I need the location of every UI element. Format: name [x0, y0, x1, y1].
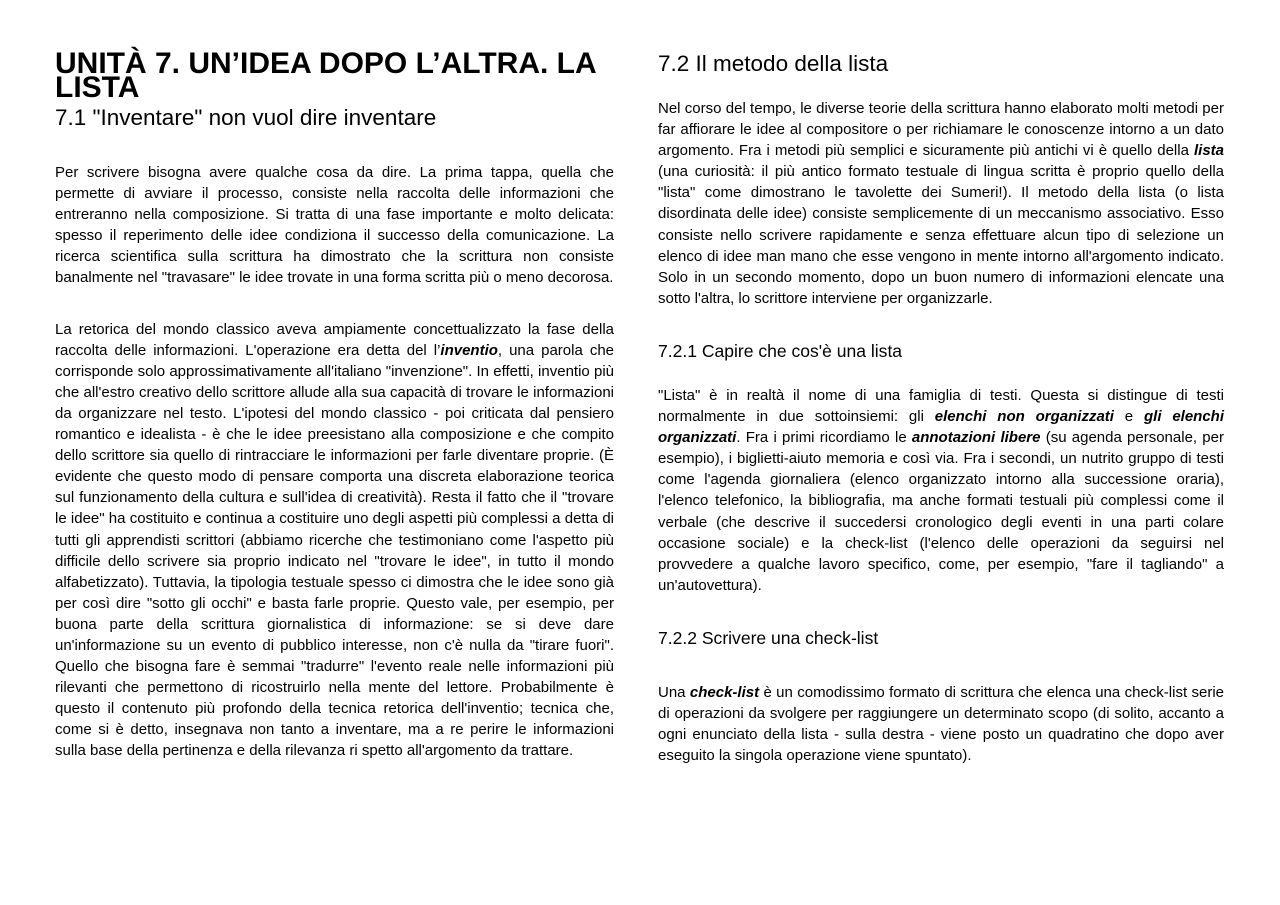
- paragraph-text: "Lista" è in realtà il nome di una famiglia di testi. Questa si distingue di testi normalmente in due sottoinsiemi: gli: [658, 386, 1224, 426]
- paragraph-text: La retorica del mondo classico aveva ampiamente concettualizzato la fase della raccolta delle informazioni. L'operazione era detta del l’: [55, 320, 614, 359]
- left-column: [55, 47, 614, 762]
- paragraph-text: . Fra i primi ricordiamo le: [736, 429, 912, 447]
- term-elenchi-organizzati: gli elenchi organizzati: [658, 408, 1225, 447]
- term-inventio: inventio: [440, 341, 498, 359]
- paragraph-text: (una curiosità: il più antico formato testuale di lingua scritta è proprio quello della "lista" come dimostrano le tavolette dei Sumeri!). Il metodo della lista (o lista disordinata delle idee) consiste semplicemente di un meccanismo associativo. Esso consiste nello scrivere rapidamente e senza effettuare alcun tipo di selezione un elenco di idee man mano che esse vengono in mente intorno all'argomento indicato. Solo in un secondo momento, dopo un buon numero di informazioni elencate una sotto l'altra, lo scrittore interviene per organizzarle.: [658, 163, 1224, 307]
- subsection-title-7-2-2: 7.2.2 Scrivere una check-list: [658, 627, 879, 648]
- paragraph-7-2: [658, 98, 1224, 309]
- paragraph-text: , una parola che corrisponde solo approssimativamente all'italiano "invenzione". In effetti, inventio più che all'estro creativo dello scrittore allude alla sua capacità di trovare le informazioni da organizzare nel testo. L'ipotesi del mondo classico - poi criticata dal pensiero romantico e idealista - è che le idee preesistano alla composizione e che compito dello scrittore sia quello di rintracciare le informazioni per farle diventare proprie. (È evidente che questo modo di pensare comporta una discreta elaborazione teorica sul funzionamento della cultura e sull'idea di creatività). Resta il fatto che il "trovare le idee" ha costituito e continua a costituire uno degli aspetti più complessi a detta di tutti gli apprendisti scrittori (abbiamo ricerche che testimoniano come l'aspetto più difficile dello scrivere sia proprio indicato nel "trovare le idee", in tutto il mondo alfabetizzato). Tuttavia, la tipologia testuale spesso ci dimostra che le idee sono già per così dire "sotto gli occhi" e basta farle proprie. Questo vale, per esempio, per buona parte della scrittura giornalistica di informazione: se si deve dare un'informazione su un evento di pubblico interesse, non c'è nulla da "tirare fuori". Quello che bisogna fare è semmai "tradurre" l'evento reale nelle informazioni più rilevanti che permettono di ricostruirlo nella mente del lettore. Probabilmente è questo il contenuto più profondo della tecnica retorica dell'inventio; tecnica che, come si è detto, insegnava non tanto a inventare, ma a re perire le informazioni sulla base della pertinenza e della rilevanza ri spetto all'argomento da trattare.: [55, 341, 614, 760]
- paragraph-7-1-b: [55, 319, 614, 762]
- paragraph-text: e: [1113, 408, 1144, 426]
- paragraph-text: (su agenda personale, per esempio), i biglietti-aiuto memoria e così via. Fra i secondi, un nutrito gruppo di testi come l'agenda giornaliera (elenco organizzato intorno alla successione oraria), l'elenco telefonico, la bibliografia, ma anche formati testuali più complessi come il verbale (che descrive il succedersi cronologico degli eventi in una parti colare occasione sociale) e la check-list (l'elenco delle operazioni da seguirsi nel provvedere a qualche lavoro specifico, come, per esempio, "fare il tagliando" a un'autovettura).: [658, 429, 1224, 594]
- term-lista: lista: [1193, 142, 1224, 160]
- paragraph-text: è un comodissimo formato di scrittura che elenca una check-list serie di operazioni da svolgere per raggiungere un determinato scopo (di solito, accanto a ogni enunciato della lista - sulla destra - viene posto un quadratino che dopo aver eseguito la singola operazione viene spuntato).: [658, 683, 1224, 765]
- term-annotazioni-libere: annotazioni libere: [911, 429, 1041, 447]
- section-title-7-2: 7.2 Il metodo della lista: [658, 51, 889, 76]
- subsection-title-7-2-1: 7.2.1 Capire che cos'è una lista: [658, 340, 903, 361]
- term-check-list: check-list: [689, 683, 760, 701]
- section-title-7-1: 7.1 "Inventare" non vuol dire inventare: [55, 105, 437, 130]
- unit-title: UNITÀ 7. UN’IDEA DOPO L’ALTRA. LA LISTA: [55, 47, 596, 104]
- term-elenchi-non-organizzati: elenchi non organizzati: [934, 408, 1114, 426]
- paragraph-text: Una: [658, 683, 690, 701]
- paragraph-7-2-1: [658, 385, 1224, 596]
- paragraph-text: Nel corso del tempo, le diverse teorie della scrittura hanno elaborato molti metodi per far affiorare le idee al compositore o per richiamare le conoscenze intorno a un dato argomento. Fra i metodi più semplici e sicuramente più antichi vi è quello della: [658, 100, 1224, 160]
- paragraph-7-1-a: Per scrivere bisogna avere qualche cosa da dire. La prima tappa, quella che permette di avviare il processo, consiste nella raccolta delle informazioni che entreranno nella composizione. Si tratta di una fase importante e molto delicata: spesso il reperimento delle idee condiziona il successo della comunicazione. La ricerca scientifica sulla scrittura ha dimostrato che la scrittura non consiste banalmente nel "travasare" le idee trovate in una forma scritta più o meno decorosa.: [55, 164, 614, 287]
- right-column: [658, 52, 1224, 766]
- paragraph-7-2-2: [658, 682, 1224, 766]
